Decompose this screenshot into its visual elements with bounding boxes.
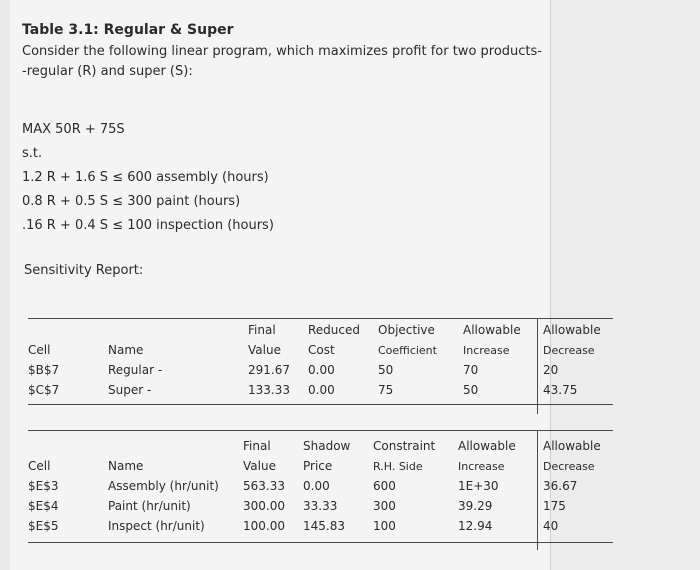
constraint-inspection: .16 R + 0.4 S ≤ 100 inspection (hours) — [22, 218, 274, 233]
header-cell: Reduced — [308, 323, 361, 337]
constraint-assembly: 1.2 R + 1.6 S ≤ 600 assembly (hours) — [22, 170, 269, 185]
table-cell: 50 — [463, 383, 479, 397]
variable-cells-table — [28, 320, 613, 400]
header-cell: Objective — [378, 323, 435, 337]
header-cell: Allowable — [543, 323, 601, 337]
table-cell: 39.29 — [458, 499, 493, 513]
table-cell: 0.00 — [308, 363, 335, 377]
table-cell: 600 — [373, 479, 396, 493]
table-row — [28, 516, 613, 536]
table-cell: 70 — [463, 363, 479, 377]
table-cell: 43.75 — [543, 383, 578, 397]
table-row — [28, 476, 613, 496]
header-cell: Cost — [308, 343, 335, 357]
sensitivity-report-label: Sensitivity Report: — [24, 263, 144, 278]
subject-to-label: s.t. — [22, 146, 43, 161]
header-cell: Final — [243, 439, 271, 453]
table-cell: $E$3 — [28, 479, 59, 493]
header-cell — [28, 320, 108, 340]
header-cell: Coefficient — [378, 343, 437, 357]
table-cell: $B$7 — [28, 363, 60, 377]
table-cell: 563.33 — [243, 479, 285, 493]
header-cell: Cell — [28, 459, 51, 473]
table-cell: 175 — [543, 499, 566, 513]
header-cell: R.H. Side — [373, 459, 423, 473]
header-cell: Increase — [458, 459, 505, 473]
header-cell: Increase — [463, 343, 510, 357]
header-cell: Cell — [28, 343, 51, 357]
table-cell: Paint (hr/unit) — [108, 499, 191, 513]
table-cell: Super - — [108, 383, 152, 397]
header-cell — [108, 320, 248, 340]
header-cell: Constraint — [373, 439, 436, 453]
constraint-paint: 0.8 R + 0.5 S ≤ 300 paint (hours) — [22, 194, 241, 209]
constraints-table — [28, 436, 613, 536]
table-row — [28, 496, 613, 516]
table-bottom-rule — [28, 542, 613, 543]
table-cell: 36.67 — [543, 479, 578, 493]
header-cell: Value — [243, 459, 276, 473]
table-top-rule — [28, 318, 613, 319]
table-row — [28, 380, 613, 400]
table-header-row — [28, 340, 613, 360]
table-top-rule — [28, 430, 613, 431]
table-cell: 1E+30 — [458, 479, 499, 493]
intro-text: Consider the following linear program, which maximizes profit for two products--regular (R) and super (S): — [22, 44, 542, 79]
table-cell: 0.00 — [308, 383, 335, 397]
header-cell: Name — [108, 343, 144, 357]
header-cell: Allowable — [463, 323, 521, 337]
table-cell: 100.00 — [243, 519, 285, 533]
table-cell: $C$7 — [28, 383, 60, 397]
page-title: Table 3.1: Regular & Super — [22, 22, 234, 38]
table-cell: 145.83 — [303, 519, 345, 533]
table-header-row — [28, 436, 613, 456]
header-cell: Final — [248, 323, 276, 337]
header-cell: Value — [248, 343, 281, 357]
table-cell: 33.33 — [303, 499, 338, 513]
table-cell: $E$4 — [28, 499, 59, 513]
table-cell: Inspect (hr/unit) — [108, 519, 205, 533]
header-cell — [28, 436, 108, 456]
table-cell: 0.00 — [303, 479, 330, 493]
header-cell: Name — [108, 459, 144, 473]
table-cell: 300.00 — [243, 499, 285, 513]
table-cell: $E$5 — [28, 519, 59, 533]
table-header-row — [28, 456, 613, 476]
table-cell: 20 — [543, 363, 559, 377]
header-cell — [108, 436, 243, 456]
header-cell: Allowable — [543, 439, 601, 453]
table-cell: Regular - — [108, 363, 163, 377]
header-cell: Allowable — [458, 439, 516, 453]
table-cell: Assembly (hr/unit) — [108, 479, 219, 493]
table-cell: 12.94 — [458, 519, 493, 533]
table-bottom-rule — [28, 404, 613, 405]
table-row — [28, 360, 613, 380]
table-header-row — [28, 320, 613, 340]
objective-function: MAX 50R + 75S — [22, 122, 125, 137]
header-cell: Price — [303, 459, 333, 473]
table-cell: 100 — [373, 519, 396, 533]
header-cell: Decrease — [543, 343, 595, 357]
table-cell: 291.67 — [248, 363, 290, 377]
table-cell: 133.33 — [248, 383, 290, 397]
header-cell: Shadow — [303, 439, 351, 453]
table-cell: 50 — [378, 363, 394, 377]
table-cell: 300 — [373, 499, 396, 513]
table-cell: 40 — [543, 519, 559, 533]
table-cell: 75 — [378, 383, 394, 397]
header-cell: Decrease — [543, 459, 595, 473]
